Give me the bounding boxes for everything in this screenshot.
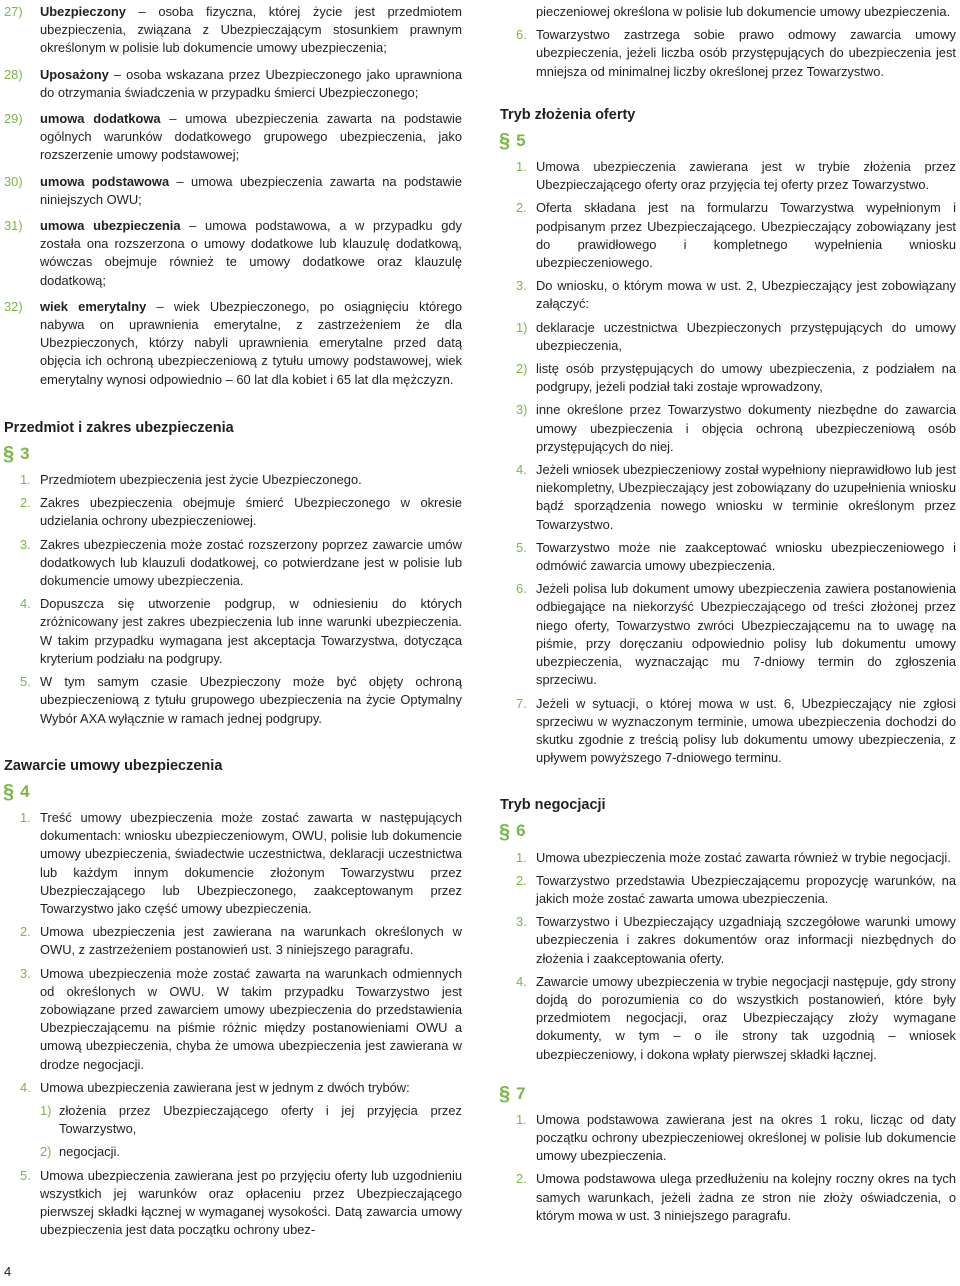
- definition-number: 28): [4, 66, 23, 82]
- item-number: 3.: [20, 536, 31, 552]
- item-number: 7.: [516, 695, 527, 711]
- item-text: Zawarcie umowy ubezpieczenia w trybie negocjacji następuje, gdy strony dojdą do porozumienia co do wszystkich postanowień, które były przedmiotem negocjacji, oraz Ubezpieczający złoży wymagane dokumenty, w tym – o ile strony tak uzgodnią – wniosek ubezpieczeniowy, i dokona wpłaty pierwszej składki łącznej.: [536, 973, 956, 1062]
- section-sign-icon: §: [3, 443, 15, 466]
- item-number: 2.: [516, 1171, 527, 1187]
- left-column: [4, 0, 462, 1244]
- item-number: 2.: [20, 924, 31, 940]
- list-item: [500, 277, 956, 313]
- section-heading: Przedmiot i zakres ubezpieczenia: [4, 419, 234, 436]
- item-number: 1.: [20, 809, 31, 825]
- sub-item-text: złożenia przez Ubezpieczającego oferty i jej przyjęcia przez Towarzystwo,: [59, 1102, 462, 1137]
- continued-text: pieczeniowej określona w polisie lub dokumencie umowy ubezpieczenia.: [536, 4, 951, 19]
- item-number: 4.: [516, 462, 527, 478]
- item-number: 3.: [20, 965, 31, 981]
- item-text: Jeżeli w sytuacji, o której mowa w ust. 6, Ubezpieczający nie zgłosi sprzeciwu w wyznaczonym terminie, umowa ubezpieczenia dochodzi do skutku zgodnie z treścią polisy lub dokumentu umowy ubezpieczenia, z upływem powyższego 7-dniowego terminu.: [536, 695, 956, 766]
- item-text: Towarzystwo i Ubezpieczający uzgadniają szczegółowe warunki umowy ubezpieczenia i zakres dokumentów oraz informacji niezbędnych do złożenia i zaakceptowania oferty.: [536, 914, 956, 966]
- definition-text: – wiek Ubezpieczonego, po osiągnięciu którego nabywa on uprawnienia emerytalne, z zastrzeżeniem że dla Ubezpieczonych, którzy nabyli uprawnienia emerytalne przed datą objęcia ich ochroną ubezpieczeniową z tytułu umowy podstawowej, wiek emerytalny wynosi odpowiednio – 60 lat dla kobiet i 65 lat dla mężczyzn.: [40, 298, 462, 387]
- item-text: Oferta składana jest na formularzu Towarzystwa wypełnionym i podpisanym przez Ubezpieczającego. Ubezpieczający zobowiązany jest do prawidłowego i kompletnego wypełnienia wniosku ubezpieczeniowego.: [536, 200, 956, 271]
- item-text: Jeżeli wniosek ubezpieczeniowy został wypełniony nieprawidłowo lub jest niekompletny, Ubezpieczający jest zobowiązany do uzupełnienia wniosku bądź sporządzenia nowego wniosku w terminie określonym przez Towarzystwo.: [536, 462, 956, 532]
- definition-term: Ubezpieczony: [40, 4, 126, 19]
- definition-text: – umowa ubezpieczenia zawarta na podstawie ogólnych warunków dodatkowego grupowego ubezpieczenia, jako rozszerzenie umowy podstawowej;: [40, 111, 462, 163]
- paragraph-number: 7: [516, 1083, 526, 1103]
- list-item: [500, 539, 956, 575]
- list-item: [500, 973, 956, 1064]
- definition-32: [4, 298, 462, 389]
- definition-number: 29): [4, 111, 23, 127]
- sub-item-number: 1): [516, 319, 528, 335]
- list-item: [4, 536, 462, 591]
- definition-text: – osoba fizyczna, której życie jest przedmiotem ubezpieczenia, związana z Ubezpieczającym stosunkiem prawnym określonym w polisie lub dokumencie umowy ubezpieczenia;: [40, 4, 462, 56]
- item-text: Zakres ubezpieczenia może zostać rozszerzony poprzez zawarcie umów dodatkowych lub klauzuli dodatkowej, co potwierdzane jest w polisie lub dokumencie umowy ubezpieczenia.: [40, 536, 462, 589]
- paragraph-marker: [499, 1083, 956, 1105]
- definition-number: 27): [4, 4, 23, 19]
- item-text: Umowa podstawowa zawierana jest na okres 1 roku, licząc od daty początku ochrony ubezpieczeniowej określonej w polisie lub dokumencie umowy ubezpieczenia.: [536, 1111, 956, 1164]
- section-sign-icon: §: [499, 820, 511, 843]
- item-number: 3.: [516, 278, 527, 294]
- list-item: [4, 965, 462, 1074]
- item-text: Przedmiotem ubezpieczenia jest życie Ubezpieczonego.: [40, 472, 362, 488]
- item-number: 3.: [516, 914, 527, 930]
- item-text: Zakres ubezpieczenia obejmuje śmierć Ubezpieczonego w okresie udzielania ochrony ubezpieczeniowej.: [40, 495, 462, 529]
- section-sign-icon: §: [499, 1082, 511, 1105]
- item-text: Umowa ubezpieczenia może zostać zawarta również w trybie negocjacji.: [536, 849, 951, 865]
- sub-item-number: 2): [516, 361, 528, 377]
- paragraph-marker: [499, 130, 956, 152]
- definition-term: umowa dodatkowa: [40, 111, 161, 127]
- item-number: 1.: [20, 472, 31, 488]
- item-text: Do wniosku, o którym mowa w ust. 2, Ubezpieczający jest zobowiązany załączyć:: [536, 278, 956, 312]
- sub-item-text: deklaracje uczestnictwa Ubezpieczonych przystępujących do umowy ubezpieczenia,: [536, 319, 956, 353]
- sub-item-text: negocjacji.: [59, 1144, 120, 1160]
- list-item: [4, 673, 462, 728]
- item-text: Umowa ubezpieczenia może zostać zawarta na warunkach odmiennych od określonych w OWU. W takim przypadku Towarzystwo jest zobowiązane przed zawarciem umowy ubezpieczenia do przedstawienia Ubezpieczającemu na piśmie różnic między postanowieniami OWU a umową ubezpieczenia, chyba że umowa ubezpieczenia jest zawierana w drodze negocjacji.: [40, 965, 462, 1072]
- item-text: Umowa ubezpieczenia zawierana jest w jednym z dwóch trybów:: [40, 1079, 410, 1095]
- item-number: 5.: [20, 674, 31, 690]
- section-heading: Zawarcie umowy ubezpieczenia: [4, 757, 223, 774]
- definition-30: [4, 173, 462, 209]
- paragraph-number: 3: [20, 443, 30, 463]
- item-number: 1.: [516, 849, 527, 865]
- list-item: [4, 595, 462, 668]
- item-number: 1.: [516, 1111, 527, 1127]
- list-item: [4, 1167, 462, 1240]
- paragraph-marker: [3, 443, 462, 465]
- section-heading: Tryb negocjacji: [500, 797, 606, 814]
- list-item: [500, 849, 956, 867]
- definition-term: umowa podstawowa: [40, 173, 170, 189]
- item-text: Umowa ubezpieczenia zawierana jest w trybie złożenia przez Ubezpieczającego oferty oraz przyjęcia tej oferty przez Towarzystwo.: [536, 159, 956, 193]
- paragraph-number: 6: [516, 821, 526, 841]
- sub-item: [500, 319, 956, 355]
- right-column: [500, 0, 956, 1230]
- list-item: [500, 461, 956, 534]
- list-item: [4, 471, 462, 489]
- list-item: [4, 923, 462, 959]
- sub-item: [500, 360, 956, 396]
- definition-number: 32): [4, 298, 23, 314]
- definition-29: [4, 110, 462, 165]
- definition-number: 30): [4, 173, 23, 189]
- item-text: Umowa ubezpieczenia zawierana jest po przyjęciu oferty lub uzgodnieniu wszystkich jej warunków oraz opłaceniu przez Ubezpieczającego pierwszej składki łącznej w wymaganej wysokości. Datą zawarcia umowy ubezpieczenia jest data początku ochrony ubez-: [40, 1167, 462, 1238]
- sub-item-text: listę osób przystępujących do umowy ubezpieczenia, z podziałem na podgrupy, jeżeli podział taki zostaje wprowadzony,: [536, 361, 956, 395]
- sub-item: [4, 1102, 462, 1138]
- item-text: Dopuszcza się utworzenie podgrup, w odniesieniu do których zróżnicowany jest zakres ubezpieczenia lub inne warunki ubezpieczenia. W takim przypadku wymagana jest akceptacja Towarzystwa, dotycząca kryterium podziału na podgrupy.: [40, 596, 462, 666]
- list-item: [500, 580, 956, 689]
- definition-term: umowa ubezpieczenia: [40, 218, 181, 234]
- definition-27: [4, 3, 462, 58]
- section-sign-icon: §: [3, 780, 15, 803]
- sub-item-number: 3): [516, 402, 528, 418]
- list-item: [4, 1079, 462, 1097]
- list-item: [4, 494, 462, 530]
- item-text: Umowa podstawowa ulega przedłużeniu na kolejny roczny okres na tych samych warunkach, jeżeli żadna ze stron nie złoży oświadczenia, o którym mowa w ust. 3 niniejszego paragrafu.: [536, 1171, 956, 1223]
- list-item: [500, 872, 956, 908]
- sub-item: [500, 401, 956, 456]
- sub-item-number: 1): [40, 1102, 52, 1118]
- definition-text: – umowa podstawowa, a w przypadku gdy została ona rozszerzona o umowy dodatkowe lub klauzulę dodatkową, wówczas obejmuje również te umowy dodatkowe oraz klauzulę dodatkową;: [40, 218, 462, 288]
- list-item: [500, 913, 956, 968]
- definition-term: wiek emerytalny: [40, 298, 147, 314]
- list-item: [500, 26, 956, 81]
- item-number: 4.: [20, 1079, 31, 1095]
- section-heading: Tryb złożenia oferty: [500, 106, 636, 123]
- item-text: Towarzystwo przedstawia Ubezpieczającemu propozycję warunków, na jakich może zostać zawarta umowa ubezpieczenia.: [536, 872, 956, 906]
- item-text: W tym samym czasie Ubezpieczony może być objęty ochroną ubezpieczeniową z tytułu grupowego ubezpieczenia na życie Optymalny Wybór AXA wyłącznie w ramach jednej podgrupy.: [40, 674, 462, 726]
- item-number: 5.: [20, 1167, 31, 1183]
- item-number: 6.: [516, 27, 527, 43]
- definition-28: [4, 66, 462, 102]
- item-number: 2.: [20, 495, 31, 511]
- paragraph-number: 4: [20, 781, 30, 801]
- sub-item: [4, 1143, 462, 1161]
- list-item: [4, 809, 462, 918]
- list-item: [500, 1111, 956, 1166]
- list-item: [500, 158, 956, 194]
- definition-text: – umowa ubezpieczenia zawarta na podstawie niniejszych OWU;: [40, 173, 462, 207]
- item-number: 5.: [516, 539, 527, 555]
- page-number: 4: [4, 1264, 12, 1279]
- item-number: 2.: [516, 200, 527, 216]
- definition-31: [4, 217, 462, 290]
- list-item: [500, 1170, 956, 1225]
- item-text: Treść umowy ubezpieczenia może zostać zawarta w następujących dokumentach: wniosku ubezpieczeniowym, OWU, polisie lub dokumencie umowy ubezpieczenia, świadectwie uczestnictwa, deklaracji uczestnictwa lub każdym innym dokumencie złożonym Towarzystwu przez Ubezpieczającego lub Ubezpieczonego, zaakceptowanym przez Towarzystwo jako część umowy ubezpieczenia.: [40, 809, 462, 916]
- definition-term: Uposażony: [40, 66, 109, 82]
- item-text: Umowa ubezpieczenia jest zawierana na warunkach określonych w OWU, z zastrzeżeniem postanowień ust. 3 niniejszego paragrafu.: [40, 924, 462, 958]
- definition-text: – osoba wskazana przez Ubezpieczonego jako uprawniona do otrzymania świadczenia w przypadku śmierci Ubezpieczonego;: [40, 66, 462, 100]
- item-number: 6.: [516, 581, 527, 597]
- item-text: Towarzystwo może nie zaakceptować wniosku ubezpieczeniowego i odmówić zawarcia umowy ubezpieczenia.: [536, 539, 956, 574]
- list-item: [500, 695, 956, 768]
- section-sign-icon: §: [499, 130, 511, 153]
- sub-item-number: 2): [40, 1144, 52, 1160]
- item-number: 1.: [516, 159, 527, 175]
- item-number: 4.: [516, 973, 527, 989]
- item-number: 2.: [516, 872, 527, 888]
- paragraph-marker: [3, 781, 462, 803]
- item-text: Towarzystwo zastrzega sobie prawo odmowy zawarcia umowy ubezpieczenia, jeżeli liczba osób przystępujących do ubezpieczenia jest mniejsza od minimalnej liczby określonej przez Towarzystwo.: [536, 27, 956, 79]
- item-text: Jeżeli polisa lub dokument umowy ubezpieczenia zawiera postanowienia odbiegające na niekorzyść Ubezpieczającego od treści złożonej przez niego oferty, Towarzystwo zwróci Ubezpieczającemu na to uwagę na piśmie, przy doręczaniu odpowiednio polisy lub dokumentu umowy ubezpieczenia, wyznaczając mu 7-dniowy termin do zgłoszenia sprzeciwu.: [536, 581, 956, 688]
- paragraph-number: 5: [516, 130, 526, 150]
- item-number: 4.: [20, 596, 31, 612]
- list-item: [500, 199, 956, 272]
- sub-item-text: inne określone przez Towarzystwo dokumenty niezbędne do zawarcia umowy ubezpieczenia i objęcia ochroną ubezpieczeniową osób przystępujących do niej.: [536, 402, 956, 454]
- definition-number: 31): [4, 218, 23, 234]
- paragraph-marker: [499, 821, 956, 843]
